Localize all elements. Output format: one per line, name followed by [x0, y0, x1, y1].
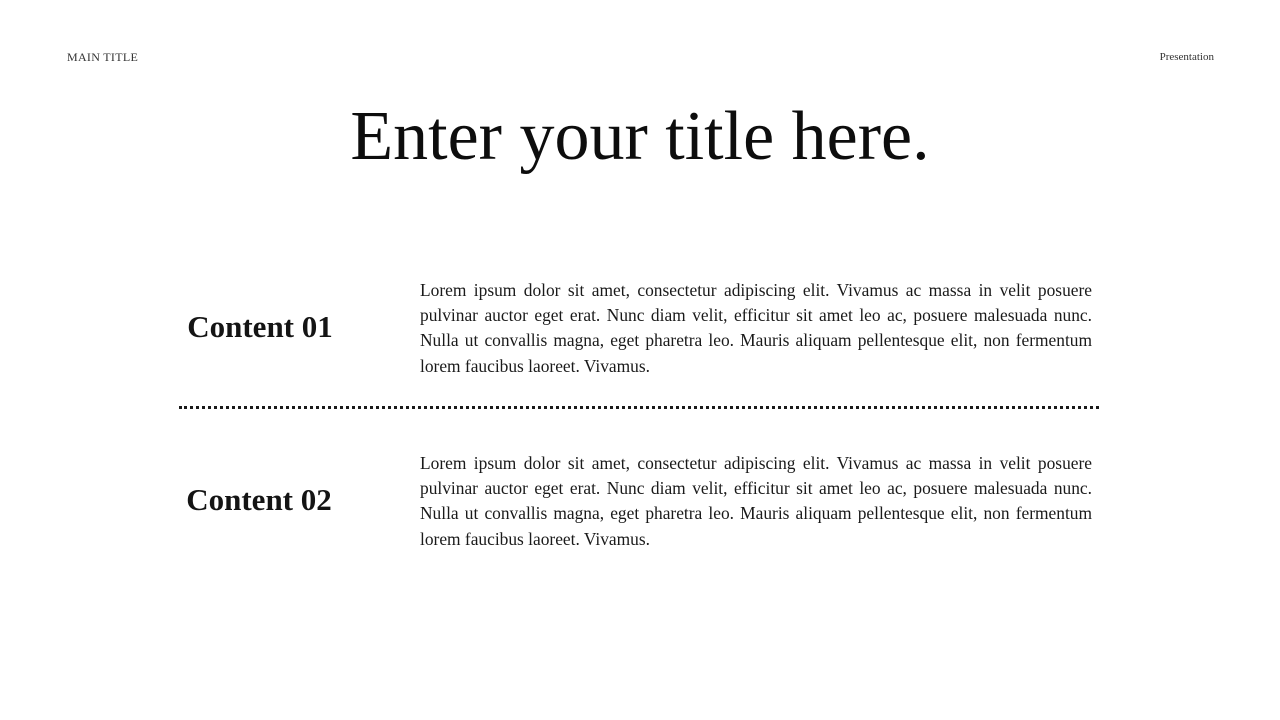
section-2-heading: Content 02: [186, 482, 332, 517]
section-1-heading: Content 01: [187, 309, 333, 344]
slide-title: Enter your title here.: [350, 98, 930, 175]
section-1-body: Lorem ipsum dolor sit amet, consectetur adipiscing elit. Vivamus ac massa in velit posuere pulvinar auctor eget erat. Nunc diam velit, efficitur sit amet leo ac, posuere malesuada nunc. Nulla ut convallis magna, eget pharetra leo. Mauris aliquam pellentesque elit, non fermentum lorem faucibus laoreet. Vivamus.: [420, 280, 1092, 376]
dotted-divider: [179, 406, 1099, 409]
header-presentation-label: Presentation: [1159, 51, 1214, 63]
section-2-body: Lorem ipsum dolor sit amet, consectetur adipiscing elit. Vivamus ac massa in velit posuere pulvinar auctor eget erat. Nunc diam velit, efficitur sit amet leo ac, posuere malesuada nunc. Nulla ut convallis magna, eget pharetra leo. Mauris aliquam pellentesque elit, non fermentum lorem faucibus laoreet. Vivamus.: [420, 453, 1092, 549]
header-main-title-label: MAIN TITLE: [67, 50, 139, 64]
